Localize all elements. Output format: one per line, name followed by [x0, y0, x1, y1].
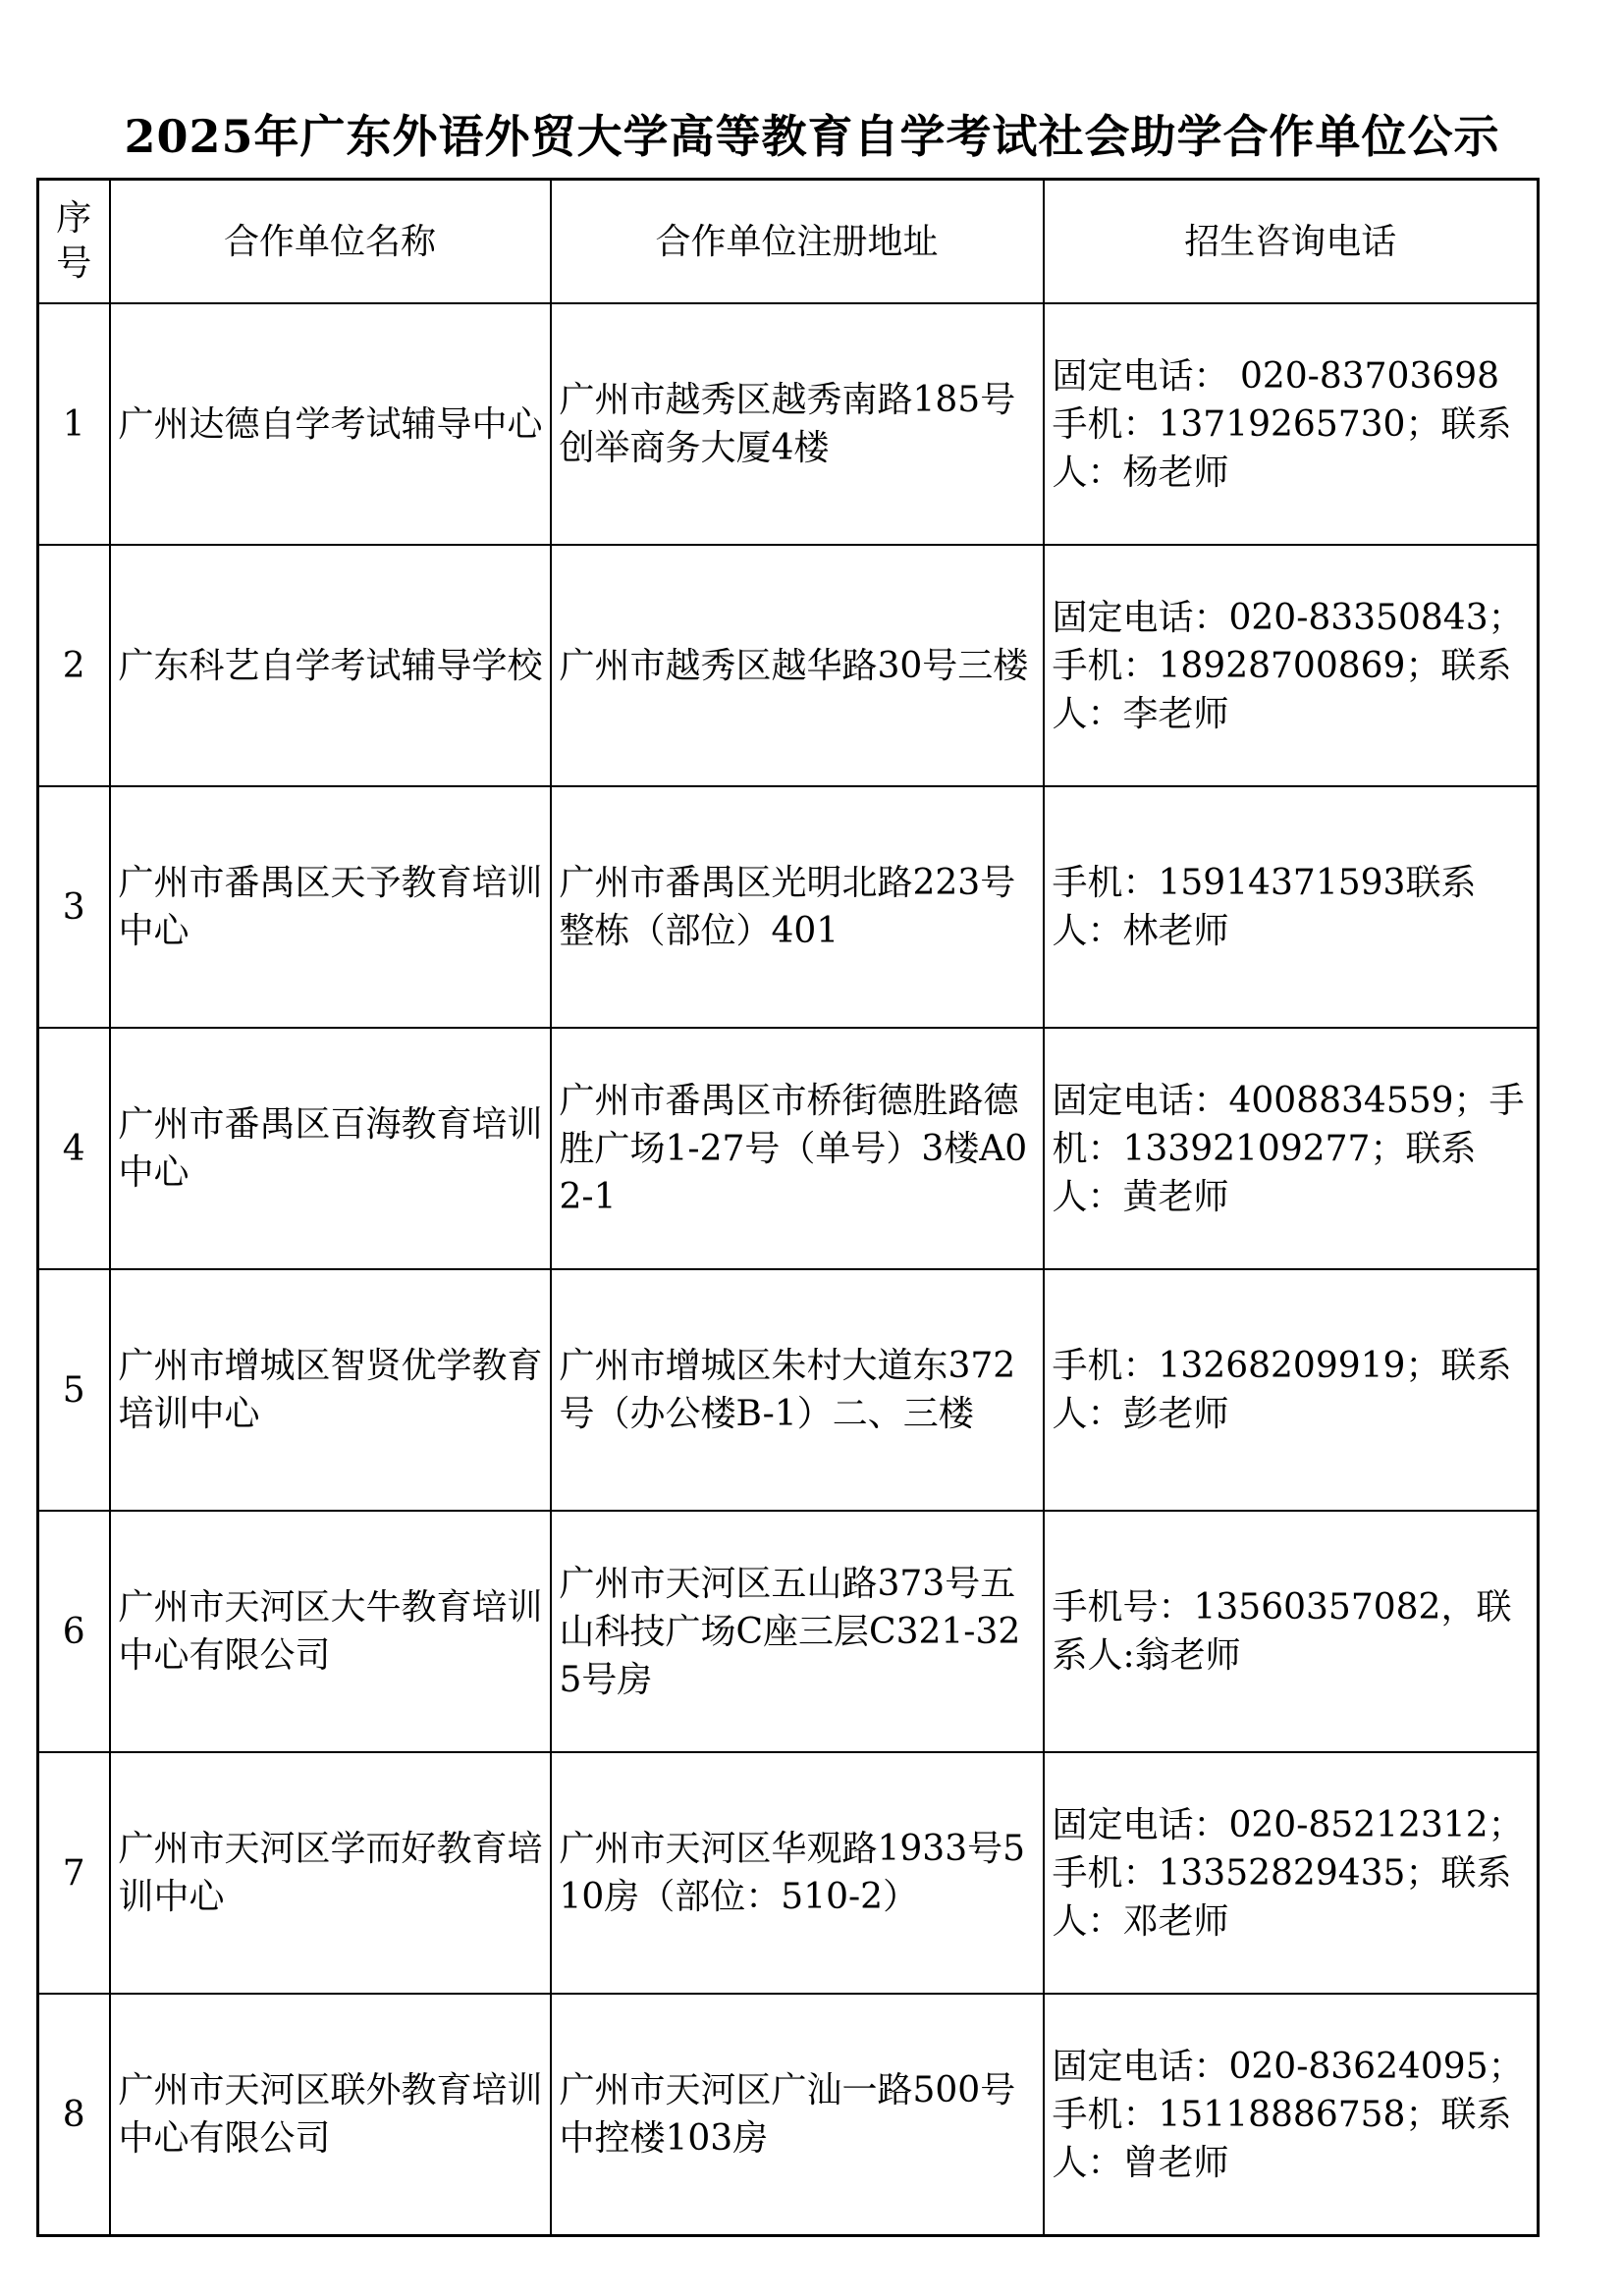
row-phone: 手机号：13560357082，联系人:翁老师 [1044, 1511, 1539, 1752]
row-address: 广州市天河区五山路373号五山科技广场C座三层C321-325号房 [551, 1511, 1044, 1752]
row-seq: 6 [38, 1511, 110, 1752]
table-body [38, 303, 1539, 2236]
row-address: 广州市越秀区越华路30号三楼 [551, 545, 1044, 786]
row-seq: 3 [38, 786, 110, 1028]
row-unit-name: 广州市番禺区天予教育培训中心 [110, 786, 551, 1028]
table-row [38, 303, 1539, 545]
row-seq: 2 [38, 545, 110, 786]
table-row [38, 545, 1539, 786]
partner-units-table [36, 178, 1540, 2237]
row-phone: 固定电话： 020-83703698 手机：13719265730；联系人：杨老师 [1044, 303, 1539, 545]
header-name: 合作单位名称 [110, 180, 551, 304]
row-address: 广州市番禺区市桥街德胜路德胜广场1-27号（单号）3楼A02-1 [551, 1028, 1044, 1269]
row-seq: 8 [38, 1994, 110, 2236]
table-row [38, 786, 1539, 1028]
table-row [38, 1511, 1539, 1752]
table-row [38, 1028, 1539, 1269]
row-unit-name: 广州市番禺区百海教育培训中心 [110, 1028, 551, 1269]
row-unit-name: 广州市增城区智贤优学教育培训中心 [110, 1269, 551, 1511]
row-address: 广州市越秀区越秀南路185号创举商务大厦4楼 [551, 303, 1044, 545]
row-phone: 固定电话：020-83350843；手机：18928700869；联系人：李老师 [1044, 545, 1539, 786]
table-row [38, 1752, 1539, 1994]
page-title: 2025年广东外语外贸大学高等教育自学考试社会助学合作单位公示 [124, 109, 1500, 163]
row-unit-name: 广州市天河区学而好教育培训中心 [110, 1752, 551, 1994]
row-phone: 固定电话：4008834559；手机：13392109277；联系人：黄老师 [1044, 1028, 1539, 1269]
row-phone: 固定电话：020-83624095；手机：15118886758；联系人：曾老师 [1044, 1994, 1539, 2236]
row-unit-name: 广州市天河区联外教育培训中心有限公司 [110, 1994, 551, 2236]
table-header [38, 180, 1539, 304]
header-row [38, 180, 1539, 304]
row-seq: 7 [38, 1752, 110, 1994]
row-seq: 4 [38, 1028, 110, 1269]
row-address: 广州市天河区华观路1933号510房（部位：510-2） [551, 1752, 1044, 1994]
row-unit-name: 广州市天河区大牛教育培训中心有限公司 [110, 1511, 551, 1752]
row-address: 广州市天河区广汕一路500号中控楼103房 [551, 1994, 1044, 2236]
table-row [38, 1269, 1539, 1511]
table-row [38, 1994, 1539, 2236]
row-address: 广州市增城区朱村大道东372号（办公楼B-1）二、三楼 [551, 1269, 1044, 1511]
row-phone: 手机：13268209919；联系人：彭老师 [1044, 1269, 1539, 1511]
row-phone: 手机：15914371593联系人：林老师 [1044, 786, 1539, 1028]
row-seq: 5 [38, 1269, 110, 1511]
row-phone: 固定电话：020-85212312；手机：13352829435；联系人：邓老师 [1044, 1752, 1539, 1994]
row-unit-name: 广东科艺自学考试辅导学校 [110, 545, 551, 786]
header-phone: 招生咨询电话 [1044, 180, 1539, 304]
row-address: 广州市番禺区光明北路223号整栋（部位）401 [551, 786, 1044, 1028]
header-seq: 序号 [38, 180, 110, 304]
row-unit-name: 广州达德自学考试辅导中心 [110, 303, 551, 545]
row-seq: 1 [38, 303, 110, 545]
header-address: 合作单位注册地址 [551, 180, 1044, 304]
